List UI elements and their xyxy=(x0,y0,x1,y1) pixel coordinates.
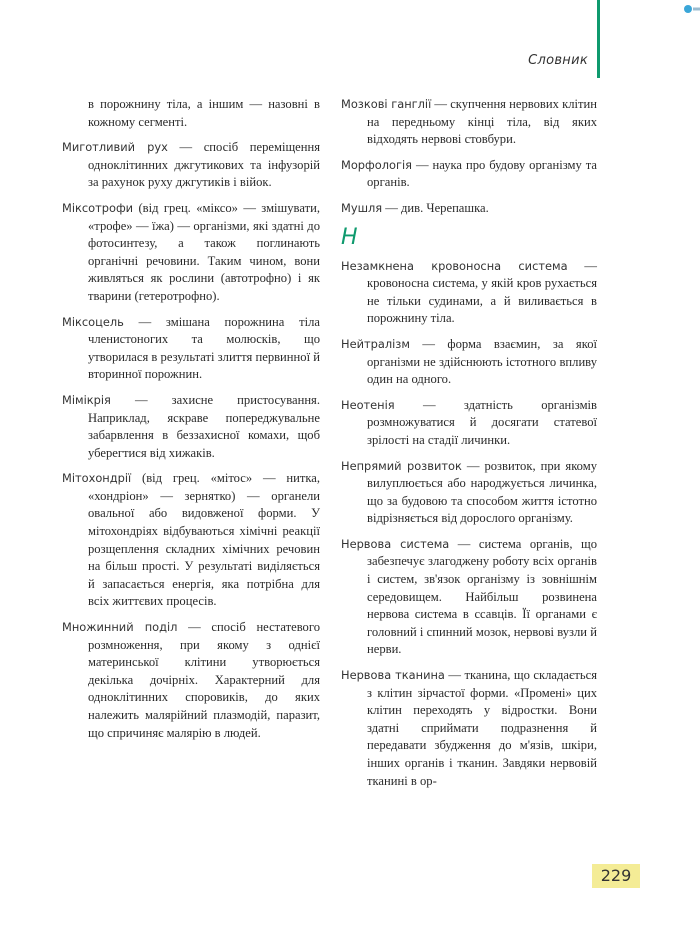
glossary-entry xyxy=(341,336,597,389)
entry-definition: — тканина, що складається з клітин зірчастої форми. «Промені» цих клітин переходять у відростки. Вони здатні сприймати подразнення й передавати збудження до м'язів, шкіри, інших органів і тканин. Завдяки нервовій тканині в ор- xyxy=(367,668,597,788)
entry-definition: (від грец. «міксо» — змішувати, «трофе» — їжа) — організми, які здатні до фотосинтезу, а також поглинають органічні речовини. Таким чином, вони живляться як рослини (автотрофно) і як тварини (гетеротрофно). xyxy=(88,200,320,303)
entry-definition: — форма взаємин, за якої організми не здійснюють істотного впливу один на одного. xyxy=(367,336,597,387)
entry-definition: — скупчення нервових клітин на передньому кінці тіла, від яких відходять нервові стовбури. xyxy=(367,97,597,147)
page-number: 229 xyxy=(592,864,640,888)
entry-term: Неотенія xyxy=(341,397,395,412)
entry-definition: (від грец. «мітос» — нитка, «хондріон» — зернятко) — органели овальної або видовженої форми. У мітохондріях відбуваються хімічні реакції розщеплення складних хімічних речовин на більш прості. У результаті виділяється й запасається енергія, яка потрібна для всіх життєвих процесів. xyxy=(88,471,320,609)
right-column xyxy=(341,96,597,798)
entry-term: Міксоцель xyxy=(62,314,124,329)
glossary-entry xyxy=(341,96,597,149)
glossary-entry xyxy=(62,392,320,462)
entry-term: Міксотрофи xyxy=(62,200,134,215)
entry-term: Нервова система xyxy=(341,536,450,551)
entry-definition: — див. Черепашка. xyxy=(382,200,489,215)
entry-definition: — наука про будову організму та органів. xyxy=(367,157,597,190)
glossary-entry-continued xyxy=(62,96,320,131)
header-accent-rule xyxy=(597,0,600,78)
entry-term: Нейтралізм xyxy=(341,336,410,351)
entry-term: Незамкнена кровоносна система xyxy=(341,258,568,273)
glossary-entry xyxy=(341,667,597,790)
glossary-entry xyxy=(341,258,597,328)
entry-term: Миготливий рух xyxy=(62,140,168,155)
entry-term: Мімікрія xyxy=(62,392,111,407)
entry-term: Мітохондрії xyxy=(62,471,132,486)
glossary-entry xyxy=(62,139,320,192)
entry-definition: — спосіб переміщення одноклітинних джгутикових та інфузорій за рахунок руху джгутиків і війок. xyxy=(88,140,321,190)
glossary-entry xyxy=(341,397,597,450)
glossary-entry xyxy=(62,200,320,306)
glossary-entry xyxy=(341,200,597,218)
entry-term: Мозкові ганглії xyxy=(341,97,432,111)
section-letter: Н xyxy=(341,224,358,250)
entry-definition: — кровоносна система, у якій кров рухається не тільки судинами, а й виливається в порожнину тіла. xyxy=(367,258,597,326)
entry-term: Нервова тканина xyxy=(341,668,445,683)
glossary-entry xyxy=(341,536,597,659)
glossary-entry xyxy=(62,314,320,384)
entry-definition: — спосіб нестатевого розмноження, при якому з однієї материнської клітини утворюється декілька дочірніх. Характерний для одноклітинних споровиків, до яких належить малярійний плазмодій, паразит, що спричиняє малярію в людей. xyxy=(88,620,320,740)
entry-term: Морфологія xyxy=(341,157,412,172)
entry-term: Мушля xyxy=(341,200,383,215)
entry-definition: — розвиток, при якому вилуплюється або народжується личинка, що за будовою та способом життя істотно відрізняється від дорослого організму. xyxy=(367,458,597,526)
glossary-entry xyxy=(62,619,320,742)
entry-term: Непрямий розвиток xyxy=(341,458,462,473)
entry-definition: — захисне пристосування. Наприклад, яскраве попереджувальне забарвлення в беззахисної комахи, щоб уберегтися від хижаків. xyxy=(88,392,320,460)
entry-definition: в порожнину тіла, а іншим — назовні в кожному сегменті. xyxy=(88,97,320,129)
glossary-entry xyxy=(62,470,320,611)
entry-definition: — здатність організмів розмножуватися й досягати статевої зрілості на стадії личинки. xyxy=(367,397,597,447)
glossary-entry xyxy=(341,157,597,192)
publisher-logo-icon xyxy=(683,4,700,14)
entry-definition: — змішана порожнина тіла членистоногих та молюсків, що утворилася в результаті злиття первинної й вторинної порожнин. xyxy=(88,314,320,382)
entry-term: Множинний поділ xyxy=(62,620,178,635)
glossary-entry xyxy=(341,458,597,528)
page-header-title: Словник xyxy=(528,53,588,68)
entry-definition: — система органів, що забезпечує злагоджену роботу всіх органів і систем, зв'язок організму із зовнішнім середовищем. Найбільш розвинена нервова система в ссавців. Її органами є головний і спинний мозок, нервові вузли й нерви. xyxy=(367,536,597,657)
left-column xyxy=(62,96,320,750)
